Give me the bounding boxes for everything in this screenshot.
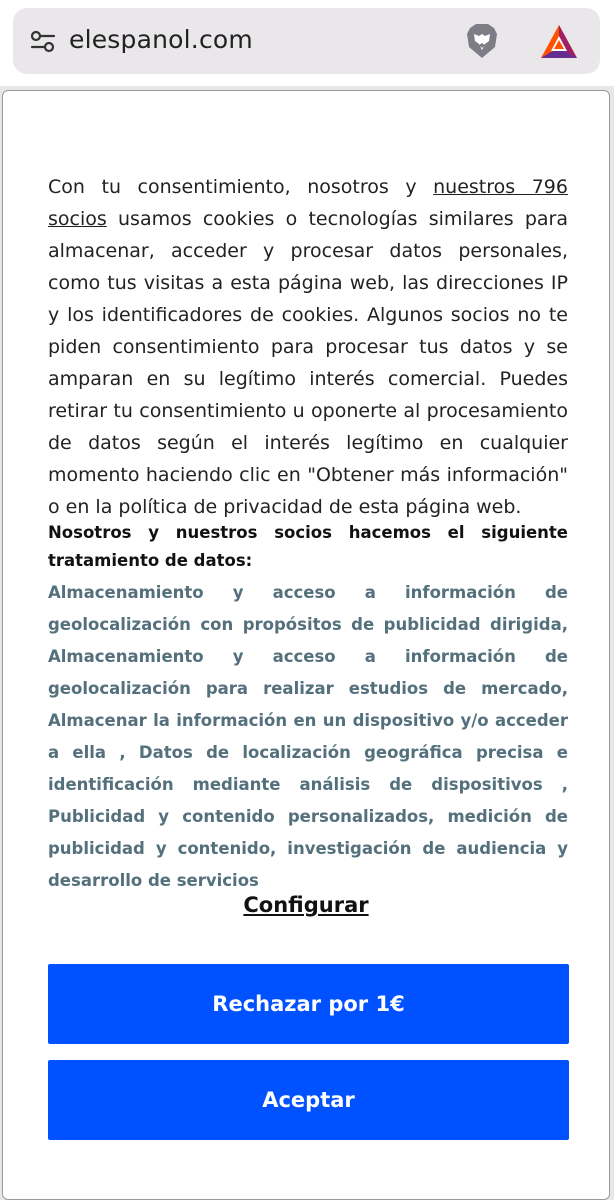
brave-rewards-icon[interactable] (539, 23, 579, 61)
configure-link[interactable]: Configurar (243, 893, 369, 917)
cookie-consent-dialog (2, 90, 610, 1200)
intro-text-start: Con tu consentimiento, nosotros y (48, 176, 434, 198)
intro-text-rest: usamos cookies o tecnologías similares para almacenar, acceder y procesar datos personales, como tus visitas a esta página web, las direcciones IP y los identificadores de cookies. Algunos socios no te piden consentimiento para procesar tus datos y se amparan en su legítimo interés comercial. Puedes retirar tu consentimiento u oponerte al procesamiento de datos según el interés legítimo en cualquier momento haciendo clic en "Obtener más información" o en la política de privacidad de esta página web. (48, 208, 568, 518)
address-bar[interactable] (13, 8, 600, 74)
tune-icon[interactable] (29, 27, 57, 55)
browser-toolbar (0, 0, 614, 86)
processing-purposes-list: Almacenamiento y acceso a información de geolocalización con propósitos de publicidad dirigida, Almacenamiento y acceso a información de geolocalización para realizar estudios de mercado, Almacenar la información en un dispositivo y/o acceder a ella , Datos de localización geográfica precisa e identificación mediante análisis de dispositivos , Publicidad y contenido personalizados, medición de publicidad y contenido, investigación de audiencia y desarrollo de servicios (48, 583, 568, 890)
accept-button[interactable]: Aceptar (48, 1060, 569, 1140)
consent-intro-text (48, 171, 568, 523)
partners-link[interactable]: nuestros 796 socios (48, 176, 568, 230)
processing-subheading: Nosotros y nuestros socios hacemos el siguiente tratamiento de datos: (48, 523, 568, 570)
url-text[interactable]: elespanol.com (69, 25, 253, 54)
reject-button[interactable]: Rechazar por 1€ (48, 964, 569, 1044)
brave-shields-icon[interactable] (462, 21, 502, 61)
